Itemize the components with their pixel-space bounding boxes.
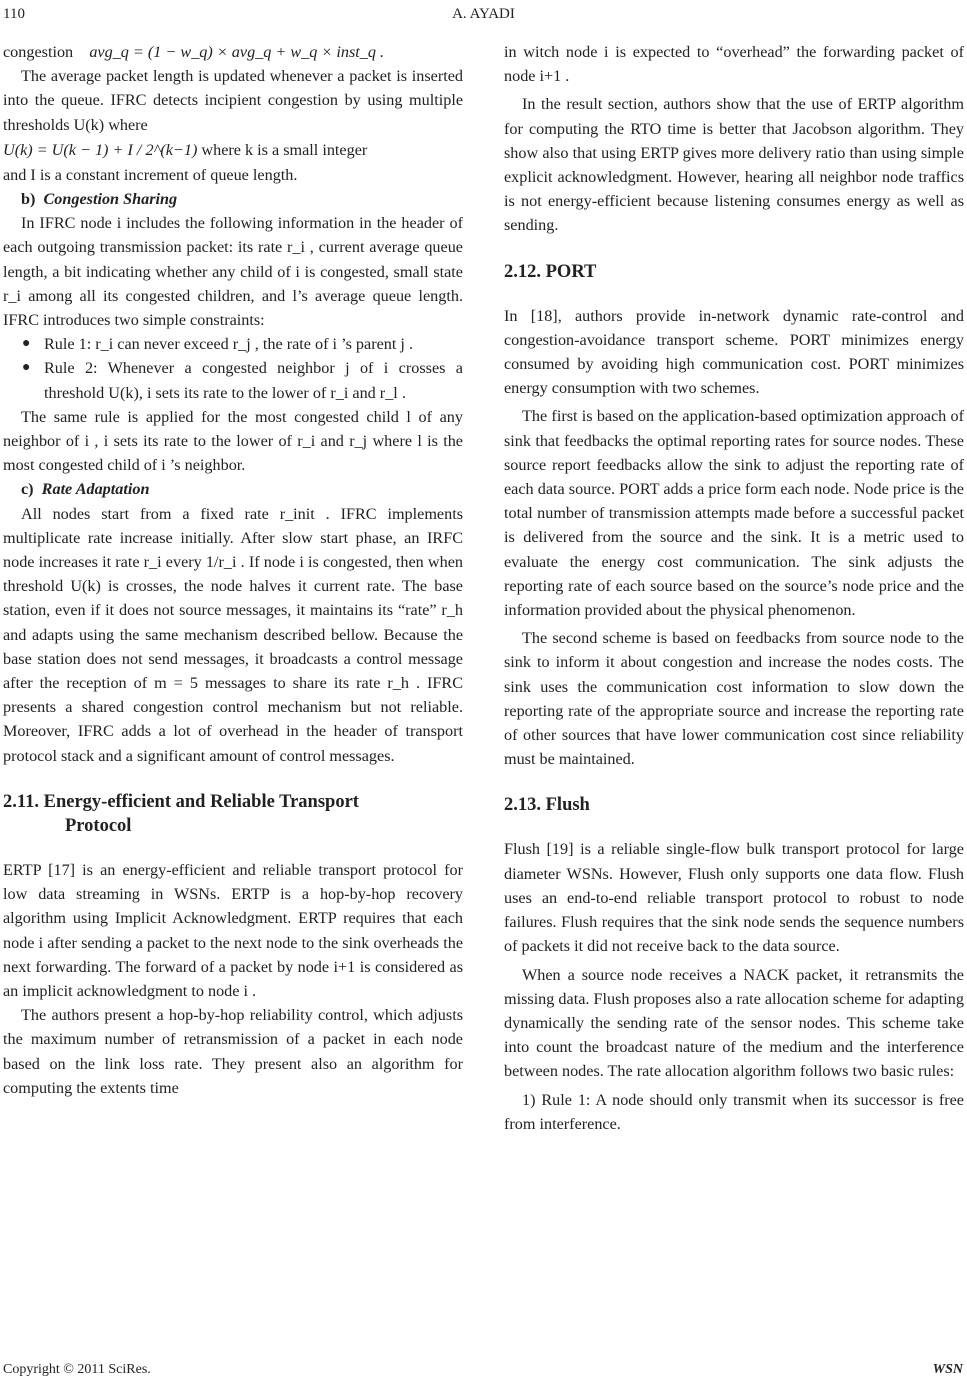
formula-avg: avg_q = (1 − w_q) × avg_q + w_q × inst_q . [89,43,385,61]
copyright-notice: Copyright © 2011 SciRes. [3,1362,151,1377]
rules-list [3,332,463,405]
subsection-heading-b: b) Congestion Sharing [21,190,178,209]
list-item-rule-1: ● Rule 1: r_i can never exceed r_j , the rate of i ’s parent j . [3,332,463,356]
left-column [3,40,463,1100]
list-item-rule-2: ● Rule 2: Whenever a congested neighbor j of i crosses a threshold U(k), i sets its rate to the lower of r_i and r_l . [3,356,463,404]
paragraph-port-second-scheme: The second scheme is based on feedbacks from source node to the sink to inform it about congestion and increase the nodes costs. The sink uses the communication cost information to slow down the reporting rate of the appropriate source and increase the reporting rate of other sources that have lower communication cost since reliability must be maintained. [504,629,964,769]
paragraph-flush-nack: When a source node receives a NACK packet, it retransmits the missing data. Flush proposes also a rate allocation scheme for adapting dynamically the sending rate of the sensor nodes. This scheme take into count the broadcast nature of the medium and the interference between nodes. The rate allocation algorithm follows two basic rules: [504,965,964,1081]
running-author: A. AYADI [452,6,515,22]
subsection-heading-c: c) Rate Adaptation [21,480,150,499]
paragraph-same-rule: The same rule is applied for the most congested child l of any neighbor of i , i sets its rate to the lower of r_i and r_j where l is the most congested child of i ’s neighbor. [3,407,463,475]
formula-uk-paragraph: U(k) = U(k − 1) + I / 2^(k−1) where k is a small integer [3,140,368,159]
paragraph-ertp-intro: ERTP [17] is an energy-efficient and reliable transport protocol for low data streaming in WSNs. ERTP is a hop-by-hop recovery algorithm using Implicit Acknowledgment. ERTP requires that each node i after sending a packet to the next node to the sink overheads the next forwarding. The forward of a packet by node i+1 is considered as an implicit acknowledgment to node i . [3,860,463,1000]
journal-name: WSN [932,1362,963,1377]
page-number: 110 [3,6,25,22]
right-column [504,40,964,1136]
page-header [0,6,967,28]
paragraph-result-section: In the result section, authors show that the use of ERTP algorithm for computing the RTO time is better that Jacobson algorithm. They show also that using ERTP gives more delivery ratio than using simple explicit acknowledgment. However, hearing all neighbor node traffics is not energy-efficient because listening consumes energy as well as sending. [504,95,964,235]
paragraph-ertp-reliability: The authors present a hop-by-hop reliability control, which adjusts the maximum number of retransmission of a packet in each node based on the link loss rate. They present also an algorithm for computing the extents time [3,1006,463,1097]
paragraph-flush-rule-1: 1) Rule 1: A node should only transmit when its successor is free from interference. [504,1090,964,1133]
paragraph-queue-length: The average packet length is updated whenever a packet is inserted into the queue. IFRC detects incipient congestion by using multiple thresholds U(k) where [3,67,463,134]
formula-avg-paragraph: congestion avg_q = (1 − w_q) × avg_q + w_q × inst_q . [3,43,385,61]
paragraph-flush-intro: Flush [19] is a reliable single-flow bulk transport protocol for large diameter WSNs. However, Flush only supports one data flow. Flush uses an end-to-end reliable transport protocol to robust to node failures. Flush requires that the sink node sends the sequence numbers of packets it did not receive back to the data source. [504,840,964,956]
paragraph-rate-adaptation: All nodes start from a fixed rate r_init . IFRC implements multiplicate rate increase initially. After slow start phase, an IRFC node increases it rate r_i every 1/r_i . If node i is congested, then when threshold U(k) is crosses, the node halves it current rate. The base station, even if it does not source messages, it maintains its “rate” r_h and adapts using the same mechanism described bellow. Because the base station does not send messages, it broadcasts a control message after the reception of m = 5 messages to share its rate r_h . IFRC presents a shared congestion control mechanism but not reliable. Moreover, IFRC adds a lot of overhead in the header of transport protocol stack and a significant amount of control messages. [3,504,463,765]
section-heading-2-11: 2.11. Energy-efficient and Reliable Transport Protocol [3,791,359,836]
section-heading-2-13: 2.13. Flush [504,795,590,816]
section-heading-2-12: 2.12. PORT [504,261,597,282]
paragraph-port-intro: In [18], authors provide in-network dynamic rate-control and congestion-avoidance transport scheme. PORT minimizes energy consumed by avoiding high communication cost. PORT minimizes energy consumption with two schemes. [504,306,964,398]
paragraph-overhead: in witch node i is expected to “overhead” the forwarding packet of node i+1 . [504,43,964,86]
formula-uk: U(k) = U(k − 1) + I / 2^(k−1) [3,140,198,159]
paragraph-increment: and I is a constant increment of queue length. [3,165,298,184]
paragraph-congestion-sharing: In IFRC node i includes the following information in the header of each outgoing transmission packet: its rate r_i , current average queue length, a bit indicating whether any child of i is congested, small state r_i among all its congested children, and l’s average queue length. IFRC introduces two simple constraints: [3,214,463,330]
paragraph-port-first-scheme: The first is based on the application-based optimization approach of sink that feedbacks the optimal reporting rates for source nodes. These source report feedbacks allow the sink to adjust the reporting rate of each data source. PORT adds a price form each node. Node price is the total number of transmission attempts made before a successful packet is delivered from the source and the sink. It is a metric used to evaluate the energy cost communication. The sink adjusts the reporting rate of each source based on the source’s node price and the information provided about the physical phenomenon. [504,407,964,620]
